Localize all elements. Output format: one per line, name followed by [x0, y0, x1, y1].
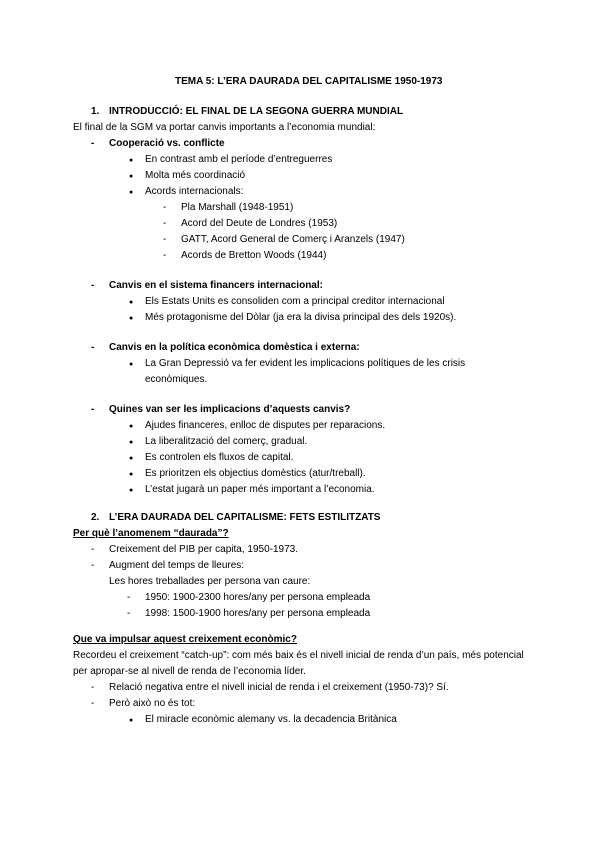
paragraph-line: per apropar-se al nivell de renda de l’economia líder. — [73, 666, 306, 677]
list-item: - Relació negativa entre el nivell inicial de renda i el creixement (1950-73)? Sí. — [109, 682, 449, 694]
list-subitem: - Acords de Bretton Woods (1944) — [181, 250, 326, 262]
list-item: ● La liberalització del comerç, gradual. — [145, 436, 307, 448]
list-item: ● En contrast amb el període d’entreguerres — [145, 154, 332, 166]
question-daurada: Per què l’anomenem “daurada”? — [73, 528, 229, 539]
list-item: ● El miracle econòmic alemany vs. la decadencia Britànica — [145, 714, 397, 726]
bullet-canvis-sistema: - Canvis en el sistema financers internacional: — [109, 280, 323, 292]
list-item: ● Més protagonisme del Dòlar (ja era la divisa principal des dels 1920s). — [145, 312, 456, 324]
bullet-cooperacio: - Cooperació vs. conflicte — [109, 138, 225, 150]
list-item: ● Acords internacionals: — [145, 186, 243, 198]
bullet-implicacions: - Quines van ser les implicacions d’aquests canvis? — [109, 404, 350, 416]
paragraph-line: Recordeu el creixement “catch-up”: com més baix és el nivell inicial de renda d’un país, més potencial — [73, 650, 524, 661]
section-2-number: 2. — [91, 512, 100, 523]
list-item: - Creixement del PIB per capita, 1950-1973. — [109, 544, 298, 556]
list-item: ● L’estat jugarà un paper més important a l’economia. — [145, 484, 375, 496]
section-1-number: 1. — [91, 106, 100, 117]
list-subitem: - Pla Marshall (1948-1951) — [181, 202, 293, 214]
list-subitem: - Acord del Deute de Londres (1953) — [181, 218, 337, 230]
list-subitem: - GATT, Acord General de Comerç i Aranzels (1947) — [181, 234, 405, 246]
list-subitem: - 1950: 1900-2300 hores/any per persona empleada — [145, 592, 370, 604]
section-2-heading: L’ERA DAURADA DEL CAPITALISME: FETS ESTILITZATS — [109, 512, 381, 523]
list-item: ● Ajudes financeres, enlloc de disputes per reparacions. — [145, 420, 385, 432]
question-creixement: Que va impulsar aquest creixement econòmic? — [73, 634, 297, 645]
list-item: ● Els Estats Units es consoliden com a principal creditor internacional — [145, 296, 445, 308]
list-item: - Augment del temps de lleures: — [109, 560, 244, 572]
bullet-canvis-politica: - Canvis en la política econòmica domèstica i externa: — [109, 342, 360, 354]
list-item: ● La Gran Depressió va fer evident les implicacions polítiques de les crisis — [145, 358, 465, 370]
list-item: - Però això no és tot: — [109, 698, 195, 710]
list-item: ● Es controlen els fluxos de capital. — [145, 452, 293, 464]
section-1-heading: INTRODUCCIÓ: EL FINAL DE LA SEGONA GUERRA MUNDIAL — [109, 106, 404, 117]
list-item: ● Es prioritzen els objectius domèstics (atur/treball). — [145, 468, 366, 480]
page-title: TEMA 5: L’ERA DAURADA DEL CAPITALISME 1950-1973 — [175, 76, 443, 87]
section-1-intro: El final de la SGM va portar canvis importants a l’economia mundial: — [73, 122, 376, 133]
list-item: ● Molta més coordinació — [145, 170, 245, 182]
hours-text: Les hores treballades per persona van caure: — [109, 576, 311, 587]
list-subitem: - 1998: 1500-1900 hores/any per persona empleada — [145, 608, 370, 620]
list-item-continuation: econòmiques. — [145, 374, 208, 385]
